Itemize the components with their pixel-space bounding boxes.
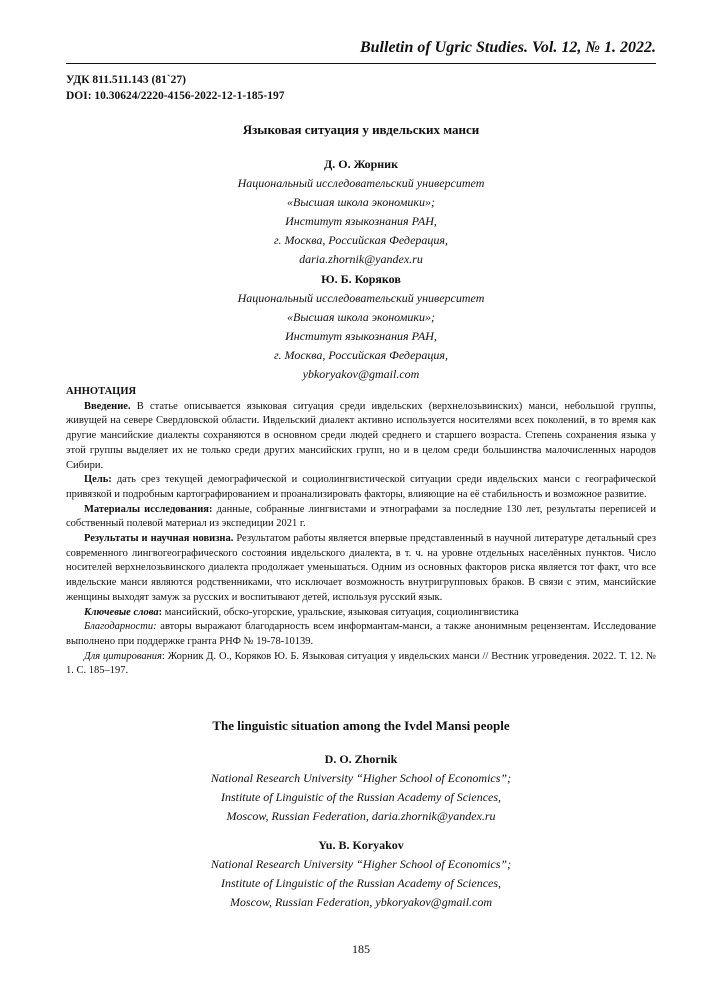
section-label: Материалы исследования: — [84, 503, 213, 515]
author-block-ru-1 — [66, 155, 656, 269]
author-name: D. O. Zhornik — [324, 752, 398, 766]
affiliation-line: Институт языкознания РАН, — [285, 214, 437, 228]
section-label: Результаты и научная новизна. — [84, 533, 234, 545]
abstract-results — [66, 532, 656, 606]
affiliation-line: National Research University “Higher School of Economics”; — [210, 857, 512, 871]
affiliation-line: «Высшая школа экономики»; — [287, 195, 435, 209]
section-text: : Жорник Д. О., Коряков Ю. Б. Языковая ситуация у ивдельских манси // Вестник угроведения. 2022. Т. 12. № 1. С. 185–197. — [66, 650, 656, 677]
section-label: Для цитирования — [84, 650, 162, 662]
abstract-materials — [66, 503, 656, 532]
affiliation-line: г. Москва, Российская Федерация, — [274, 233, 448, 247]
section-label: Введение. — [84, 400, 131, 412]
section-text: Результатом работы является впервые представленный в научной литературе детальный срез современного лингвогеографического состояния ивдельского диалекта, в т. ч. на уровне отдельных населённых пунктов. Число носителей верхнелозьвинского диалекта продолжает уменьшаться. Одним из основных факторов риска является тот факт, что все ивдельские манси являются родственниками, что исключает возможность внутригрупповых браков. В связи с этим, мансийские женщины выходят замуж за русских и воспитывают детей, используя русский язык. — [66, 533, 656, 603]
section-label: Благодарности: — [84, 621, 157, 633]
affiliation-line: Institute of Linguistic of the Russian Academy of Sciences, — [220, 876, 502, 890]
author-name: Yu. B. Koryakov — [318, 838, 404, 852]
affiliation-line: National Research University “Higher School of Economics”; — [210, 771, 512, 785]
abstract-citation — [66, 650, 656, 679]
journal-running-head: Bulletin of Ugric Studies. Vol. 12, № 1. 2022. — [359, 39, 656, 56]
section-label: Цель: — [84, 474, 112, 486]
abstract-introduction — [66, 400, 656, 474]
section-text: авторы выражают благодарность всем информантам-манси, а также анонимным рецензентам. Исследование выполнено при поддержке гранта РНФ № 19-78-10139. — [66, 621, 656, 647]
abstract-goal — [66, 473, 656, 502]
author-name: Ю. Б. Коряков — [321, 272, 401, 286]
affiliation-line: Национальный исследовательский университет — [237, 291, 485, 305]
label-colon: : — [158, 606, 163, 618]
section-text: дать срез текущей демографической и социолингвистической ситуации среди ивдельских манси с географической привязкой и подробным картографированием и проанализировать факторы, влияющие на её стабильность и возможное развитие. — [66, 474, 656, 500]
abstract-acknowledgements — [66, 620, 656, 649]
doi-code: DOI: 10.30624/2220-4156-2022-12-1-185-197 — [66, 90, 285, 102]
author-block-en-2 — [66, 836, 656, 912]
udk-code: УДК 811.511.143 (81`27) — [66, 74, 186, 86]
author-email: daria.zhornik@yandex.ru — [299, 252, 423, 266]
article-meta — [66, 72, 284, 104]
section-text: В статье описывается языковая ситуация среди ивдельских (верхнелозьвинских) манси, небольшой группы, живущей на севере Свердловской области. Ивдельский диалект активно используется носителями всех поколений, в то время как другие мансийские диалекты сохраняются в основном среди людей среднего и старшего возраста. Степень сохранения языка у этой группы выделяет их не только среди других мансийских групп, но и в целом среди большинства малочисленных народов Сибири. — [66, 400, 656, 471]
section-text: мансийский, обско-угорские, уральские, языковая ситуация, социолингвистика — [162, 606, 519, 618]
author-name: Д. О. Жорник — [324, 157, 398, 171]
affiliation-line: Institute of Linguistic of the Russian Academy of Sciences, — [220, 790, 502, 804]
author-block-ru-2 — [66, 270, 656, 384]
abstract-heading: АННОТАЦИЯ — [66, 386, 137, 397]
affiliation-line: «Высшая школа экономики»; — [287, 310, 435, 324]
section-text: данные, собранные лингвистами и этнографами за последние 130 лет, результаты переписей и собственный полевой материал из экспедиции 2021 г. — [66, 503, 656, 530]
page-number: 185 — [352, 942, 370, 956]
article-title-en: The linguistic situation among the Ivdel Mansi people — [212, 718, 510, 733]
header-rule — [66, 63, 656, 64]
abstract-keywords — [66, 606, 656, 621]
abstract — [66, 385, 656, 679]
author-block-en-1 — [66, 750, 656, 826]
affiliation-line: Moscow, Russian Federation, ybkoryakov@gmail.com — [229, 895, 493, 909]
article-title-ru: Языковая ситуация у ивдельских манси — [242, 122, 480, 137]
affiliation-line: г. Москва, Российская Федерация, — [274, 348, 448, 362]
affiliation-line: Институт языкознания РАН, — [285, 329, 437, 343]
affiliation-line: Национальный исследовательский университет — [237, 176, 485, 190]
affiliation-line: Moscow, Russian Federation, daria.zhornik@yandex.ru — [226, 809, 496, 823]
section-label: Ключевые слова — [84, 606, 159, 618]
author-email: ybkoryakov@gmail.com — [302, 367, 420, 381]
